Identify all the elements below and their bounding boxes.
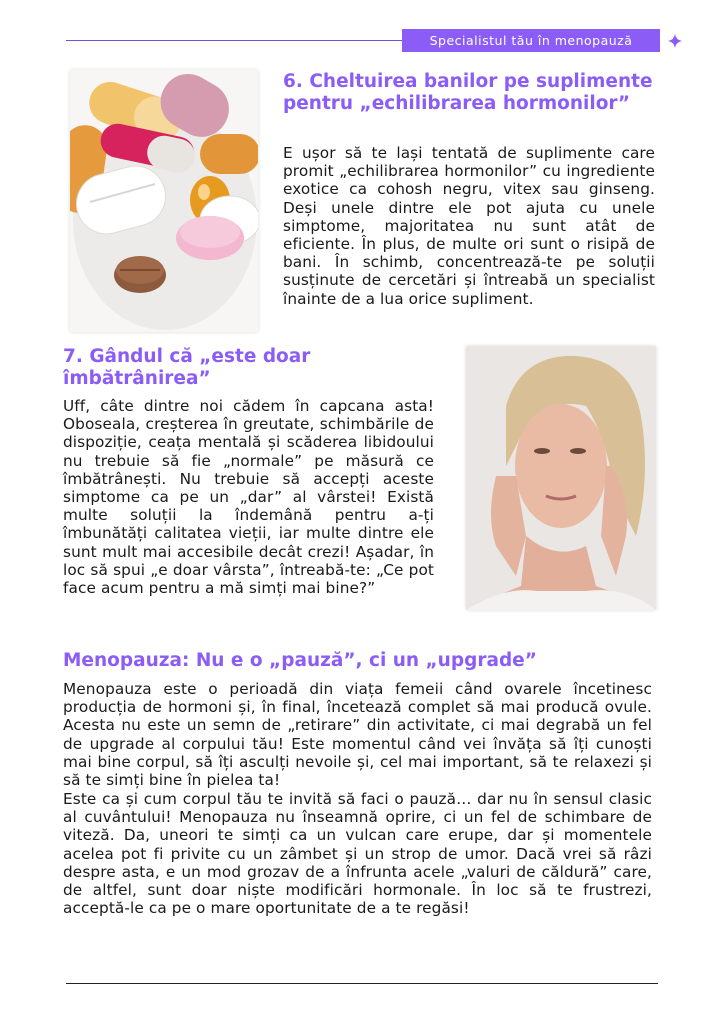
header-badge: Specialistul tău în menopauză bbox=[402, 29, 660, 52]
woman-photo bbox=[466, 346, 656, 610]
section-6-body: E ușor să te lași tentată de suplimente care promit „echilibrarea hormonilor” cu ingrediente exotice ca cohosh negru, vitex sau ginseng. Deși unele dintre ele pot ajuta cu unele simptome, majoritatea nu sunt atât de eficiente. În plus, de multe ori sunt o risipă de bani. În schimb, concentrează-te pe soluții susținute de cercetări și întreabă un specialist înainte de a lua orice supliment. bbox=[283, 144, 655, 308]
footer-rule bbox=[66, 983, 658, 984]
section-6-title: 6. Cheltuirea banilor pe suplimente pentru „echilibrarea hormonilor” bbox=[283, 71, 653, 114]
supplements-photo bbox=[70, 70, 258, 332]
header-rule bbox=[66, 40, 402, 41]
section-7-body: Uff, câte dintre noi cădem în capcana asta! Oboseala, creșterea în greutate, schimbările de dispoziție, ceața mentală și scăderea libidoului nu trebuie să fie „normale” pe măsură ce îmbătrânești. Nu trebuie să accepți aceste simptome ca pe un „dar” al vârstei! Există multe soluții la îndemână pentru a-ți îmbunătăți calitatea vieții, iar multe dintre ele sunt mult mai accesibile decât crezi! Așadar, în loc să spui „e doar vârsta”, întreabă-te: „Ce pot face acum pentru a mă simți mai bine?” bbox=[63, 397, 434, 598]
four-point-star-icon bbox=[666, 29, 684, 52]
menopause-paragraph-2: Este ca și cum corpul tău te invită să faci o pauză… dar nu în sensul clasic al cuvântului! Menopauza nu înseamnă oprire, ci un fel de schimbare de viteză. Da, uneori te simți ca un vulcan care erupe, dar și momentele acelea pot fi privite cu un zâmbet și un strop de umor. Dacă vrei să râzi despre asta, e un mod grozav de a înfrunta acele „valuri de căldură” care, de altfel, sunt doar niște modificări hormonale. În loc să te frustrezi, acceptă-le ca pe o mare oportunitate de a te regăsi! bbox=[63, 790, 652, 918]
menopause-title: Menopauza: Nu e o „pauză”, ci un „upgrade” bbox=[63, 650, 537, 671]
section-7-title: 7. Gândul că „este doar îmbătrânirea” bbox=[63, 346, 311, 389]
menopause-paragraph-1: Menopauza este o perioadă din viața femeii când ovarele încetinesc producția de hormoni și, în final, încetează complet să mai producă ovule. Acesta nu este un semn de „retirare” din activitate, ci mai degrabă un fel de upgrade al corpului tău! Este momentul când vei învăța să îți cunoști mai bine corpul, să îți asculți nevoile și, cel mai important, să te relaxezi și să te simți bine în pielea ta! bbox=[63, 680, 652, 790]
